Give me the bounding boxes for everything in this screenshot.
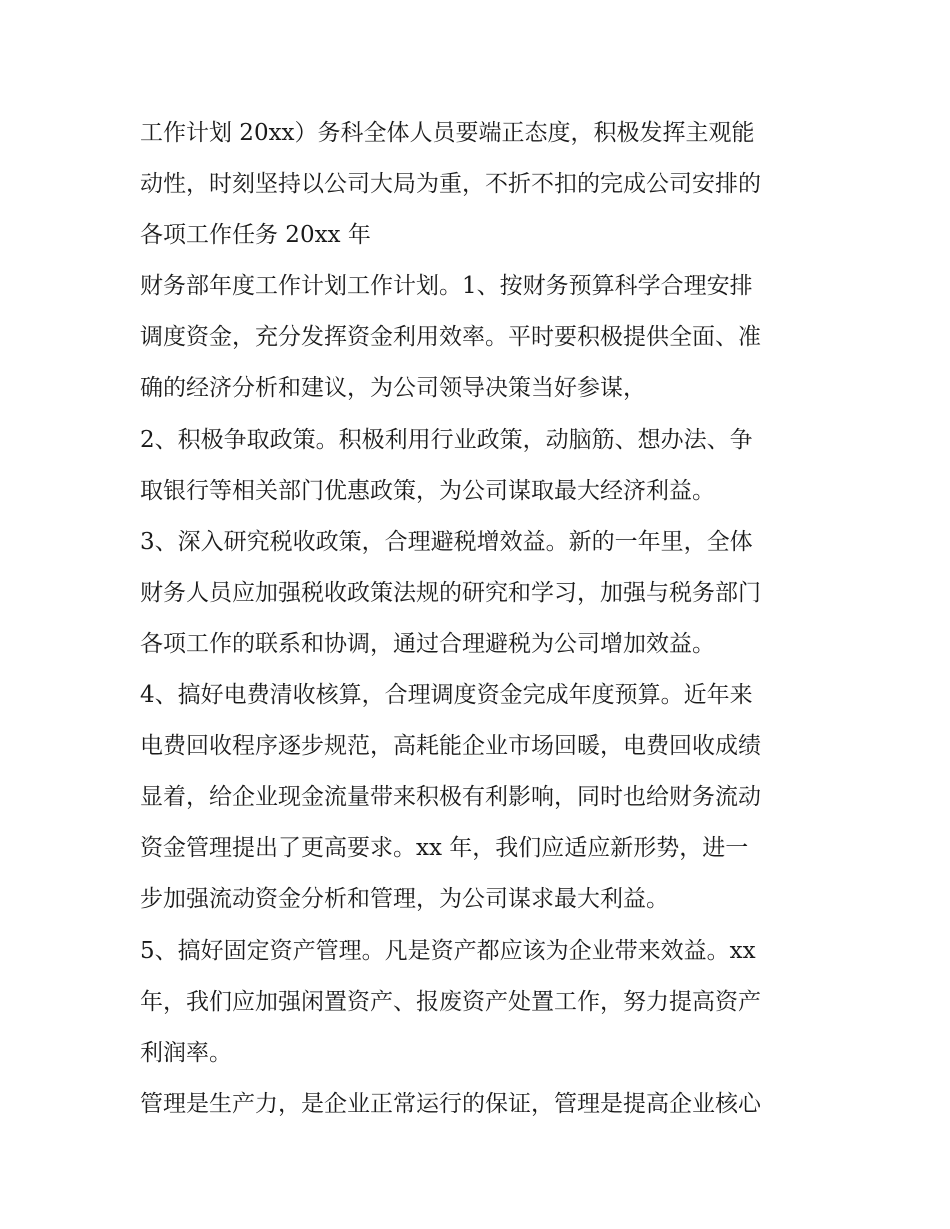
paragraph-intro — [140, 108, 815, 261]
text-line: 电费回收程序逐步规范，高耗能企业市场回暖，电费回收成绩 — [140, 733, 761, 760]
paragraph-item-2 — [140, 415, 815, 517]
paragraph-item-3 — [140, 517, 815, 670]
text-line: 财务部年度工作计划工作计划。1、按财务预算科学合理安排 — [140, 273, 753, 300]
text-line: 5、搞好固定资产管理。凡是资产都应该为企业带来效益。xx — [140, 937, 756, 964]
text-line: 步加强流动资金分析和管理，为公司谋求最大利益。 — [140, 886, 669, 913]
text-line: 取银行等相关部门优惠政策，为公司谋取最大经济利益。 — [140, 477, 715, 504]
text-line: 动性，时刻坚持以公司大局为重，不折不扣的完成公司安排的 — [140, 171, 761, 198]
document-body — [140, 108, 815, 1130]
text-line: 年，我们应加强闲置资产、报废资产处置工作，努力提高资产 — [140, 988, 761, 1015]
text-line: 管理是生产力，是企业正常运行的保证，管理是提高企业核心 — [140, 1090, 761, 1117]
text-line: 财务人员应加强税收政策法规的研究和学习，加强与税务部门 — [140, 579, 761, 606]
paragraph-item-5 — [140, 926, 815, 1079]
text-line: 2、积极争取政策。积极利用行业政策，动脑筋、想办法、争 — [140, 426, 753, 453]
text-line: 3、深入研究税收政策，合理避税增效益。新的一年里，全体 — [140, 528, 753, 555]
paragraph-item-1 — [140, 261, 815, 414]
text-line: 4、搞好电费清收核算，合理调度资金完成年度预算。近年来 — [140, 682, 753, 709]
text-line: 利润率。 — [140, 1039, 232, 1066]
text-line: 各项工作任务 20xx 年 — [140, 222, 371, 249]
text-line: 调度资金，充分发挥资金利用效率。平时要积极提供全面、准 — [140, 324, 761, 351]
paragraph-management — [140, 1079, 815, 1130]
paragraph-item-4 — [140, 670, 815, 925]
text-line: 确的经济分析和建议，为公司领导决策当好参谋， — [140, 375, 646, 402]
text-line: 资金管理提出了更高要求。xx 年，我们应适应新形势，进一 — [140, 835, 749, 862]
text-line: 工作计划 20xx）务科全体人员要端正态度，积极发挥主观能 — [140, 120, 755, 146]
text-line: 显着，给企业现金流量带来积极有利影响，同时也给财务流动 — [140, 784, 761, 811]
text-line: 各项工作的联系和协调，通过合理避税为公司增加效益。 — [140, 630, 715, 657]
